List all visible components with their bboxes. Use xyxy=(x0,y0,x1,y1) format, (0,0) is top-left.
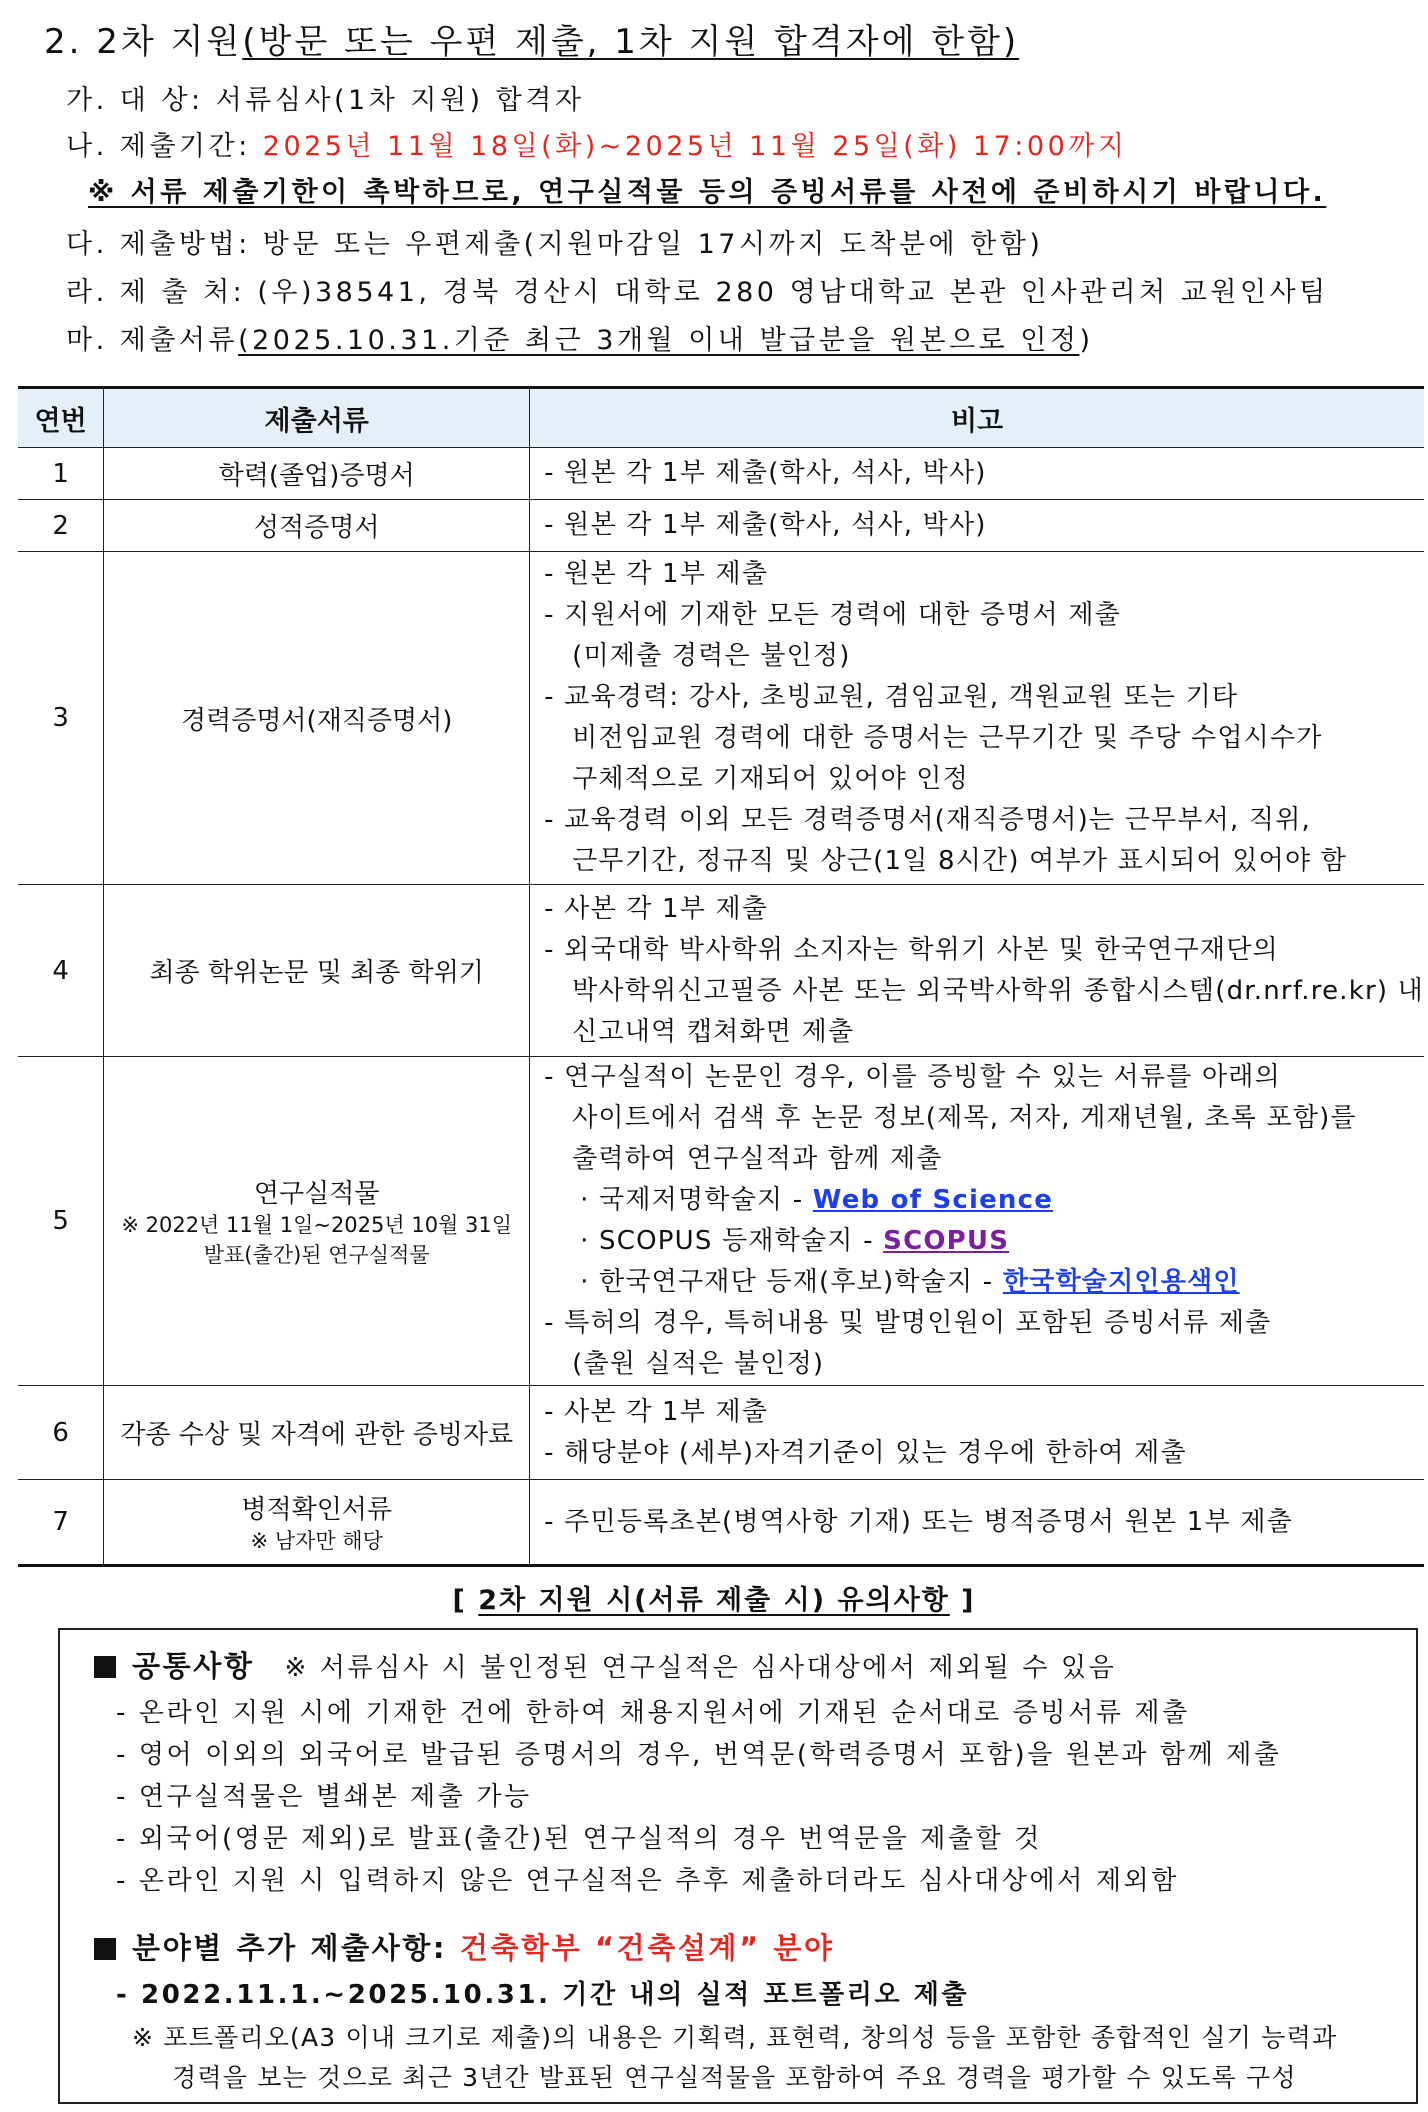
heading-prefix: 2. 2차 지원 xyxy=(44,22,243,62)
info-place: 라. 제 출 처: (우)38541, 경북 경산시 대학로 280 영남대학교 본관 인사관리처 교원인사팀 xyxy=(66,277,1329,308)
site-label: · SCOPUS 등재학술지 - xyxy=(580,1226,884,1256)
note-line: - 교육경력: 강사, 초빙교원, 겸임교원, 객원교원 또는 기타 xyxy=(544,682,1239,712)
note-line: - 사본 각 1부 제출 xyxy=(544,893,769,924)
row-notes xyxy=(530,500,1424,552)
note-line: - 교육경력 이외 모든 경력증명서(재직증명서)는 근무부서, 직위, xyxy=(544,805,1311,835)
docs-value: (2025.10.31.기준 최근 3개월 이내 발급분을 원본으로 인정 xyxy=(238,325,1080,356)
info-period xyxy=(66,124,1127,163)
doc-sub-note: ※ 남자만 해당 xyxy=(250,1528,383,1553)
common-title: 공통사항 xyxy=(132,1649,255,1683)
field-heading xyxy=(94,1926,835,1967)
header-doc: 제출서류 xyxy=(104,388,530,448)
docs-close: ) xyxy=(1079,325,1094,356)
row-doc: 학력(졸업)증명서 xyxy=(104,448,530,500)
field-note: 경력을 보는 것으로 최근 3년간 발표된 연구실적물을 포함하여 주요 경력을 평가할 수 있도록 구성 xyxy=(172,2063,1297,2092)
site-label: · 한국연구재단 등재(후보)학술지 - xyxy=(580,1267,1003,1297)
row-doc xyxy=(104,1480,530,1566)
common-note: ※ 서류심사 시 불인정된 연구실적은 심사대상에서 제외될 수 있음 xyxy=(284,1653,1117,1683)
site-label: · 국제저명학술지 - xyxy=(580,1185,813,1215)
field-note: ※ 포트폴리오(A3 이내 크기로 제출)의 내용은 기획력, 표현력, 창의성 등을 포함한 종합적인 실기 능력과 xyxy=(132,2023,1338,2052)
note-line: - 해당분야 (세부)자격기준이 있는 경우에 한하여 제출 xyxy=(544,1437,1187,1468)
doc-title: 연구실적물 xyxy=(253,1178,380,1209)
note-line: (미제출 경력은 불인정) xyxy=(572,641,851,671)
table-row xyxy=(18,1386,1424,1480)
notes-title xyxy=(0,1578,1428,1617)
note-line: 근무기간, 정규직 및 상근(1일 8시간) 여부가 표시되어 있어야 함 xyxy=(572,846,1348,876)
row-notes xyxy=(530,1057,1424,1386)
table-row xyxy=(18,500,1424,552)
note-line: 사이트에서 검색 후 논문 정보(제목, 저자, 게재년월, 초록 포함)를 xyxy=(572,1103,1357,1133)
table-row xyxy=(18,885,1424,1057)
docs-label: 마. 제출서류 xyxy=(66,325,239,356)
info-target: 가. 대 상: 서류심사(1차 지원) 합격자 xyxy=(66,85,585,116)
note-line: - 원본 각 1부 제출(학사, 석사, 박사) xyxy=(544,510,987,540)
doc-sub-note: 발표(출간)된 연구실적물 xyxy=(203,1242,430,1267)
table-row xyxy=(18,1057,1424,1386)
note-line: 출력하여 연구실적과 함께 제출 xyxy=(572,1144,943,1174)
notes-box xyxy=(58,1628,1418,2104)
row-doc: 경력증명서(재직증명서) xyxy=(104,552,530,885)
field-item: - 2022.11.1.~2025.10.31. 기간 내의 실적 포트폴리오 제출 xyxy=(116,1980,970,2010)
common-item: - 온라인 지원 시에 기재한 건에 한하여 채용지원서에 기재된 순서대로 증빙서류 제출 xyxy=(116,1698,1190,1728)
row-no: 4 xyxy=(18,885,104,1057)
row-doc xyxy=(104,1057,530,1386)
row-no: 1 xyxy=(18,448,104,500)
note-line: - 연구실적이 논문인 경우, 이를 증빙할 수 있는 서류를 아래의 xyxy=(544,1062,1281,1092)
row-doc: 각종 수상 및 자격에 관한 증빙자료 xyxy=(104,1386,530,1480)
note-line: - 원본 각 1부 제출(학사, 석사, 박사) xyxy=(544,458,987,488)
square-bullet-icon xyxy=(94,1938,116,1960)
row-notes xyxy=(530,448,1424,500)
row-no: 5 xyxy=(18,1057,104,1386)
note-line: - 외국대학 박사학위 소지자는 학위기 사본 및 한국연구재단의 xyxy=(544,934,1279,965)
info-docs xyxy=(66,318,1093,357)
site-line-scopus xyxy=(544,1221,1424,1262)
note-line: - 주민등록초본(병역사항 기재) 또는 병적증명서 원본 1부 제출 xyxy=(544,1506,1293,1537)
table-row xyxy=(18,448,1424,500)
period-value: 2025년 11월 18일(화)~2025년 11월 25일(화) 17:00까지 xyxy=(262,131,1128,162)
row-no: 6 xyxy=(18,1386,104,1480)
scopus-link[interactable]: SCOPUS xyxy=(883,1226,1010,1256)
row-notes xyxy=(530,552,1424,885)
info-method: 다. 제출방법: 방문 또는 우편제출(지원마감일 17시까지 도착분에 한함) xyxy=(66,229,1044,260)
bracket-open: [ xyxy=(452,1585,479,1616)
note-line: - 사본 각 1부 제출 xyxy=(544,1396,769,1427)
note-line: - 지원서에 기재한 모든 경력에 대한 증명서 제출 xyxy=(544,600,1121,630)
square-bullet-icon xyxy=(94,1656,116,1678)
header-notes: 비고 xyxy=(530,388,1424,448)
row-notes xyxy=(530,1386,1424,1480)
section-heading xyxy=(44,14,1019,63)
row-no: 7 xyxy=(18,1480,104,1566)
common-heading xyxy=(94,1644,1116,1685)
row-doc: 최종 학위논문 및 최종 학위기 xyxy=(104,885,530,1057)
header-no: 연번 xyxy=(18,388,104,448)
row-notes xyxy=(530,885,1424,1057)
doc-sub-note: ※ 2022년 11월 1일~2025년 10월 31일 xyxy=(121,1212,513,1237)
field-title: 분야별 추가 제출사항: xyxy=(132,1931,460,1965)
site-line-wos xyxy=(544,1180,1424,1221)
bracket-close: ] xyxy=(949,1585,976,1616)
row-doc: 성적증명서 xyxy=(104,500,530,552)
note-line: - 원본 각 1부 제출 xyxy=(544,559,769,589)
common-item: - 영어 이외의 외국어로 발급된 증명서의 경우, 번역문(학력증명서 포함)을 원본과 함께 제출 xyxy=(116,1740,1282,1770)
common-item: - 온라인 지원 시 입력하지 않은 연구실적은 추후 제출하더라도 심사대상에서 제외함 xyxy=(116,1866,1179,1896)
period-label: 나. 제출기간: xyxy=(66,131,263,162)
note-line: 박사학위신고필증 사본 또는 외국박사학위 종합시스템(dr.nrf.re.kr) 내 xyxy=(572,975,1424,1006)
web-of-science-link[interactable]: Web of Science xyxy=(812,1185,1054,1215)
doc-title: 병적확인서류 xyxy=(241,1494,393,1525)
note-line: 구체적으로 기재되어 있어야 인정 xyxy=(572,764,969,794)
deadline-warning: ※ 서류 제출기한이 촉박하므로, 연구실적물 등의 증빙서류를 사전에 준비하시기 바랍니다. xyxy=(88,177,1327,208)
field-highlight: 건축학부 “건축설계” 분야 xyxy=(459,1931,835,1965)
common-item: - 외국어(영문 제외)로 발표(출간)된 연구실적의 경우 번역문을 제출할 것 xyxy=(116,1824,1042,1854)
heading-underlined: (방문 또는 우편 제출, 1차 지원 합격자에 한함) xyxy=(242,22,1020,62)
note-line: - 특허의 경우, 특허내용 및 발명인원이 포함된 증빙서류 제출 xyxy=(544,1308,1272,1338)
notes-title-text: 2차 지원 시(서류 제출 시) 유의사항 xyxy=(478,1585,950,1616)
site-line-kci xyxy=(544,1262,1424,1303)
row-no: 2 xyxy=(18,500,104,552)
note-line: 비전임교원 경력에 대한 증명서는 근무기간 및 주당 수업시수가 xyxy=(572,723,1323,753)
table-row xyxy=(18,1480,1424,1566)
row-notes xyxy=(530,1480,1424,1566)
table-row xyxy=(18,552,1424,885)
documents-table xyxy=(18,386,1424,1567)
common-item: - 연구실적물은 별쇄본 제출 가능 xyxy=(116,1782,532,1812)
kci-link[interactable]: 한국학술지인용색인 xyxy=(1002,1267,1240,1297)
row-no: 3 xyxy=(18,552,104,885)
note-line: 신고내역 캡쳐화면 제출 xyxy=(572,1016,855,1047)
table-header-row xyxy=(18,388,1424,448)
note-line: (출원 실적은 불인정) xyxy=(572,1349,825,1379)
